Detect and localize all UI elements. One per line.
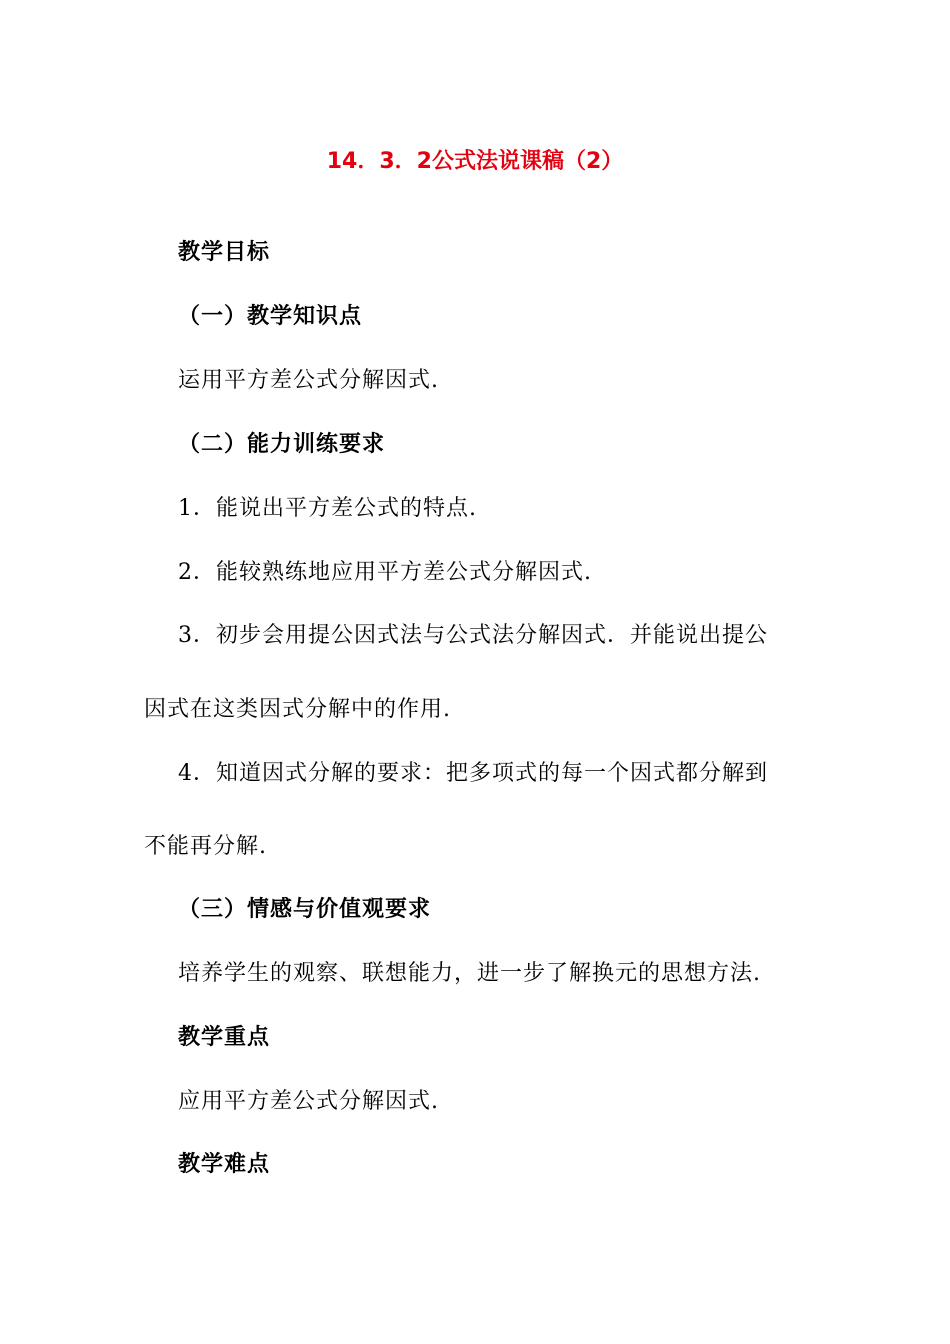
paragraph-knowledge-text: 运用平方差公式分解因式. [178,368,439,393]
list-item-4-line-2: 不能再分解. [144,834,267,859]
list-item-3-line-2: 因式在这类因式分解中的作用. [144,697,451,722]
section-heading-difficulty: 教学难点 [178,1152,271,1177]
subheading-ability-requirements: （二）能力训练要求 [178,432,386,457]
paragraph-key-text: 应用平方差公式分解因式. [178,1089,439,1114]
list-item-2: 2．能较熟练地应用平方差公式分解因式. [178,560,592,585]
list-item-3-line-1: 3．初步会用提公因式法与公式法分解因式．并能说出提公 [178,623,768,648]
subheading-knowledge-points: （一）教学知识点 [178,304,363,329]
section-heading-objectives: 教学目标 [178,240,271,265]
section-heading-key-point: 教学重点 [178,1025,271,1050]
list-item-4-line-1: 4．知道因式分解的要求：把多项式的每一个因式都分解到 [178,761,768,786]
subheading-emotion-values: （三）情感与价值观要求 [178,897,432,922]
list-item-1: 1．能说出平方差公式的特点. [178,496,477,521]
document-title: 14．3．2公式法说课稿（2） [326,149,624,174]
paragraph-emotion-text: 培养学生的观察、联想能力，进一步了解换元的思想方法. [178,961,761,986]
